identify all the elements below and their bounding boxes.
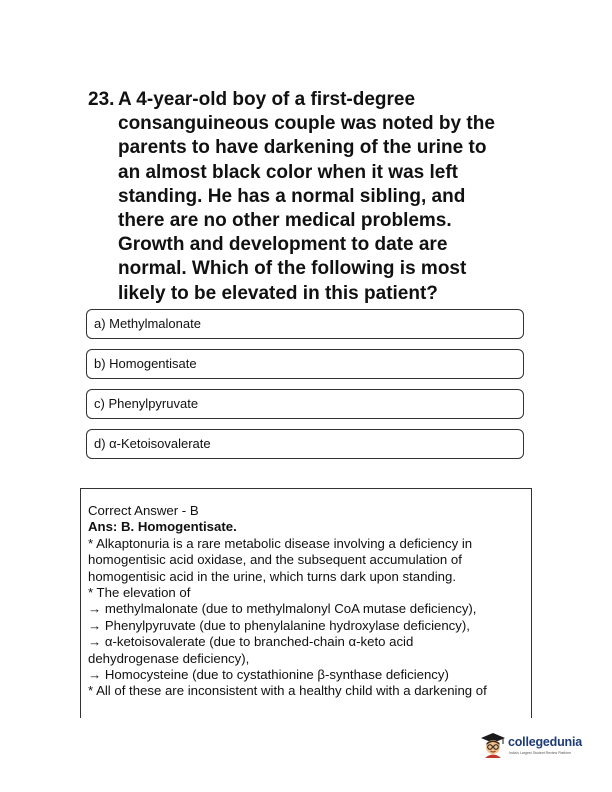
- question-text: [118, 88, 528, 306]
- correct-answer-label: Correct Answer - B: [88, 503, 199, 518]
- explanation-line: homogentisic acid oxidase, and the subsequent accumulation of: [88, 552, 462, 568]
- option-d[interactable]: d) α-Ketoisovalerate: [86, 429, 524, 459]
- question-line: standing. He has a normal sibling, and: [118, 185, 466, 207]
- question-line: there are no other medical problems.: [118, 210, 452, 232]
- explanation-line: → Homocysteine (due to cystathionine β-synthase deficiency): [88, 667, 449, 683]
- option-b[interactable]: b) Homogentisate: [86, 349, 524, 379]
- answer-explanation: [80, 488, 532, 718]
- question: [88, 88, 528, 306]
- logo-tagline: India's Largest Student Review Platform: [509, 751, 572, 755]
- option-c[interactable]: c) Phenylpyruvate: [86, 389, 524, 419]
- question-line: Growth and development to date are: [118, 234, 448, 256]
- question-line: parents to have darkening of the urine to: [118, 137, 487, 159]
- explanation-line: → Phenylpyruvate (due to phenylalanine hydroxylase deficiency),: [88, 617, 470, 633]
- explanation-line: * All of these are inconsistent with a healthy child with a darkening of: [88, 683, 487, 699]
- question-line: consanguineous couple was noted by the: [118, 113, 495, 135]
- explanation-line: * Alkaptonuria is a rare metabolic disease involving a deficiency in: [88, 535, 473, 551]
- option-a[interactable]: a) Methylmalonate: [86, 309, 524, 339]
- logo-name: collegedunia: [508, 735, 583, 749]
- question-line: A 4-year-old boy of a first-degree: [118, 89, 416, 110]
- explanation-line: → methylmalonate (due to methylmalonyl CoA mutase deficiency),: [88, 601, 477, 617]
- question-line: an almost black color when it was left: [118, 161, 458, 183]
- question-number: 23.: [88, 89, 115, 110]
- explanation-line: homogentisic acid in the urine, which turns dark upon standing.: [88, 568, 457, 584]
- explanation-line: → α-ketoisovalerate (due to branched-chain α-keto acid: [88, 634, 414, 650]
- student-mascot-icon: [480, 732, 506, 758]
- question-line: likely to be elevated in this patient?: [118, 282, 438, 304]
- collegedunia-logo: [480, 730, 590, 762]
- explanation-line: dehydrogenase deficiency),: [88, 650, 250, 666]
- answer-heading: Ans: B. Homogentisate.: [88, 519, 237, 535]
- explanation-line: * The elevation of: [88, 585, 191, 601]
- question-line: normal. Which of the following is most: [118, 258, 467, 280]
